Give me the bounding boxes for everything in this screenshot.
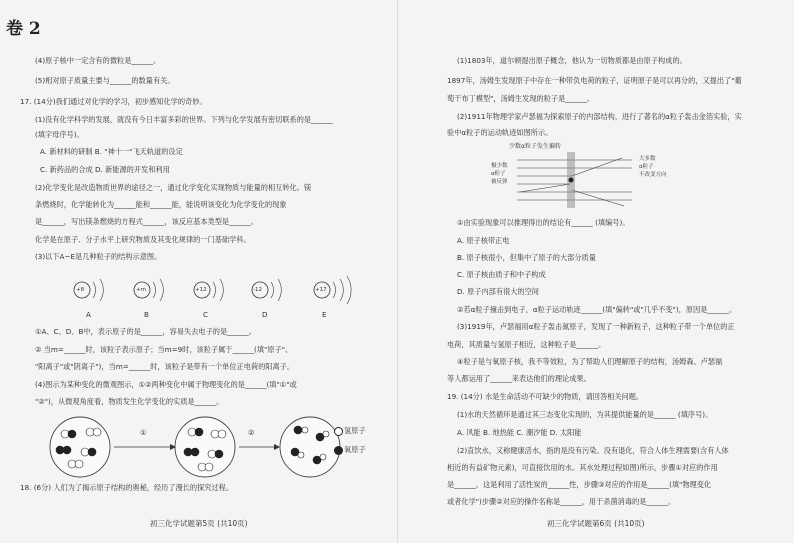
nucleus-e: +17: [315, 287, 327, 293]
q17-1-options-cd: C. 新药品的合成 D. 新能源的开发和利用: [40, 165, 170, 174]
q17-2-cont: 条燃烧时，化学能转化为______能和______能，能说明该变化为化学变化的现象: [35, 200, 287, 209]
diagram-left-label-3: 被反弹: [491, 179, 508, 185]
diagram-title: 少数α粒子发生偏转: [509, 143, 561, 150]
q17-title: 17. (14分)我们通过对化学的学习，初步感知化学的奇妙。: [20, 97, 207, 106]
diagram-left-label-1: 极少数: [491, 163, 508, 169]
q19-2: (2)直饮水，又称健康活水，指的是没有污染、没有退化，符合人体生理需要(含有人体: [457, 446, 729, 455]
microscopic-change-diagram: [30, 412, 360, 482]
nucleus-b: +m: [136, 287, 146, 293]
label-e: E: [322, 310, 327, 319]
oxygen-legend-label: 氧原子: [344, 445, 366, 454]
diagram-right-label-2: α粒子: [639, 164, 654, 170]
q17-3-1: ①A、C、D、B中，表示原子的是______，容易失去电子的是______。: [35, 327, 256, 336]
q18-4: ④粒子是与氧原子核，我不等效粒，为了帮助人们理解原子的结构，汤姆森、卢瑟福: [457, 357, 723, 366]
q17-4: (4)图示为某种变化的微观图示，①②两种变化中属于物理变化的是______(填"①"或: [35, 380, 297, 389]
q19-2-cont2: 是______，这是利用了活性炭的______性，步骤③对应的作用是______(填"物理变化: [447, 480, 712, 489]
step-2-label: ②: [248, 428, 255, 437]
oxygen-legend-icon: [334, 446, 343, 455]
q19-1-options: A. 风能 B. 地热能 C. 潮汐能 D. 太阳能: [457, 428, 582, 437]
q17-1-options-ab: A. 新材料的研制 B. "神十一"飞天轨道的设定: [40, 147, 183, 156]
q19-2-cont: 相近的有益矿物元素)，可直接饮用的水。其水处理过程如图)所示，步骤①对应的作用: [447, 463, 718, 472]
option-d: D. 原子内部有很大的空间: [457, 287, 539, 296]
q17-1: (1)没有化学科学的发展，就没有今日丰富多彩的世界。下列与化学发展有密切联系的是______: [35, 115, 333, 124]
left-footer: 初三化学试题第5页 (共10页): [150, 519, 248, 528]
diagram-right-label-1: 大多数: [639, 156, 656, 162]
option-b: B. 原子核很小，但集中了原子的大部分质量: [457, 253, 596, 262]
q17-3-2: ② 当m=______时，该粒子表示原子；当m=9时，该粒子属于______(填"原子"、: [35, 345, 293, 354]
q18-2-1: ①由实验现象可以推理得出的结论有______ (填编号)。: [457, 218, 630, 227]
q16-5: (5)相对原子质量主要与______的数量有关。: [35, 76, 175, 85]
diagram-right-label-3: 不改变方向: [639, 172, 667, 178]
label-d: D: [262, 310, 268, 319]
nucleus-d: -12: [253, 287, 262, 293]
label-b: B: [144, 310, 149, 319]
q18-1-cont: 1897年，汤姆生发现原子中存在一种带负电荷的粒子，证明原子是可以再分的，又提出了"葡: [447, 76, 742, 85]
volume-label: 卷 2: [6, 19, 41, 39]
particle-structure-diagrams: [60, 272, 360, 320]
right-footer: 初三化学试题第6页 (共10页): [547, 519, 645, 528]
step-1-label: ①: [140, 428, 147, 437]
q18-title: 18. (6分) 人们为了揭示原子结构的奥秘，经历了漫长的探究过程。: [20, 483, 234, 492]
q18-1: (1)1803年，道尔顿提出原子概念，他认为一切物质都是由原子构成的。: [457, 56, 687, 65]
nucleus-a: +8: [76, 287, 85, 293]
q17-2: (2)化学变化是改造物质世界的途径之一，通过化学变化实现物质与能量的相互转化。镁: [35, 183, 312, 192]
q18-3-cont: 电荷，其质量与氢原子相近，这种粒子是______。: [447, 340, 606, 349]
label-c: C: [203, 310, 209, 319]
q18-2-cont: 验中α粒子的运动轨迹如图所示。: [447, 128, 553, 137]
nucleus-c: +12: [195, 287, 207, 293]
alpha-scattering-diagram: [512, 150, 637, 210]
q18-2-2: ②若α粒子撞击到电子，α粒子运动轨迹______(填"偏转"或"几乎不变")，原因是______。: [457, 305, 737, 314]
q19-title: 19. (14分) 水是生命活动不可缺少的物质，请回答相关问题。: [447, 392, 644, 401]
q17-3-2-cont: "阳离子"或"阴离子")，当m=______时，该粒子是带有一个单位正电荷的阳离子。: [35, 362, 295, 371]
q18-2: (2)1911年物理学家卢瑟福为探索原子的内部结构，进行了著名的α粒子轰击金箔实验，实: [457, 112, 742, 121]
q17-2-cont2: 是______，写出镁条燃烧的方程式______，该反应基本类型是______。: [35, 217, 258, 226]
q19-2-cont3: 或者化学")步骤②对应的操作名称是______，用于杀菌消毒的是______。: [447, 497, 676, 506]
q19-1: (1)水的天然循环是通过其三态变化实现的，为其提供能量的是______ (填序号)。: [457, 410, 713, 419]
q18-3: (3)1919年，卢瑟福用α粒子轰击氮原子，发现了一种新粒子，这种粒子带一个单位的正: [457, 322, 735, 331]
q16-4: (4)原子核中一定含有的微粒是______。: [35, 56, 161, 65]
hydrogen-legend-icon: [334, 427, 343, 436]
diagram-left-label-2: α粒子: [491, 171, 506, 177]
q17-4-cont: "②")，从微观角度看，物质发生化学变化的实质是______。: [35, 397, 224, 406]
q18-4-cont: 等人都运用了______来表达他们的理论成果。: [447, 374, 591, 383]
option-a: A. 原子核带正电: [457, 236, 510, 245]
right-page: [397, 0, 794, 543]
q18-1-cont2: 萄干布丁模型"，汤姆生发现的粒子是______。: [447, 94, 595, 103]
label-a: A: [86, 310, 91, 319]
option-c: C. 原子核由质子和中子构成: [457, 270, 546, 279]
intro-chem: 化学是在原子、分子水平上研究物质及其变化规律的一门基础学科。: [35, 235, 251, 244]
q17-1-hint: (填字母序号)。: [35, 130, 84, 139]
q17-3: (3)以下A~E是几种粒子的结构示意图。: [35, 252, 162, 261]
hydrogen-legend-label: 氢原子: [344, 426, 366, 435]
